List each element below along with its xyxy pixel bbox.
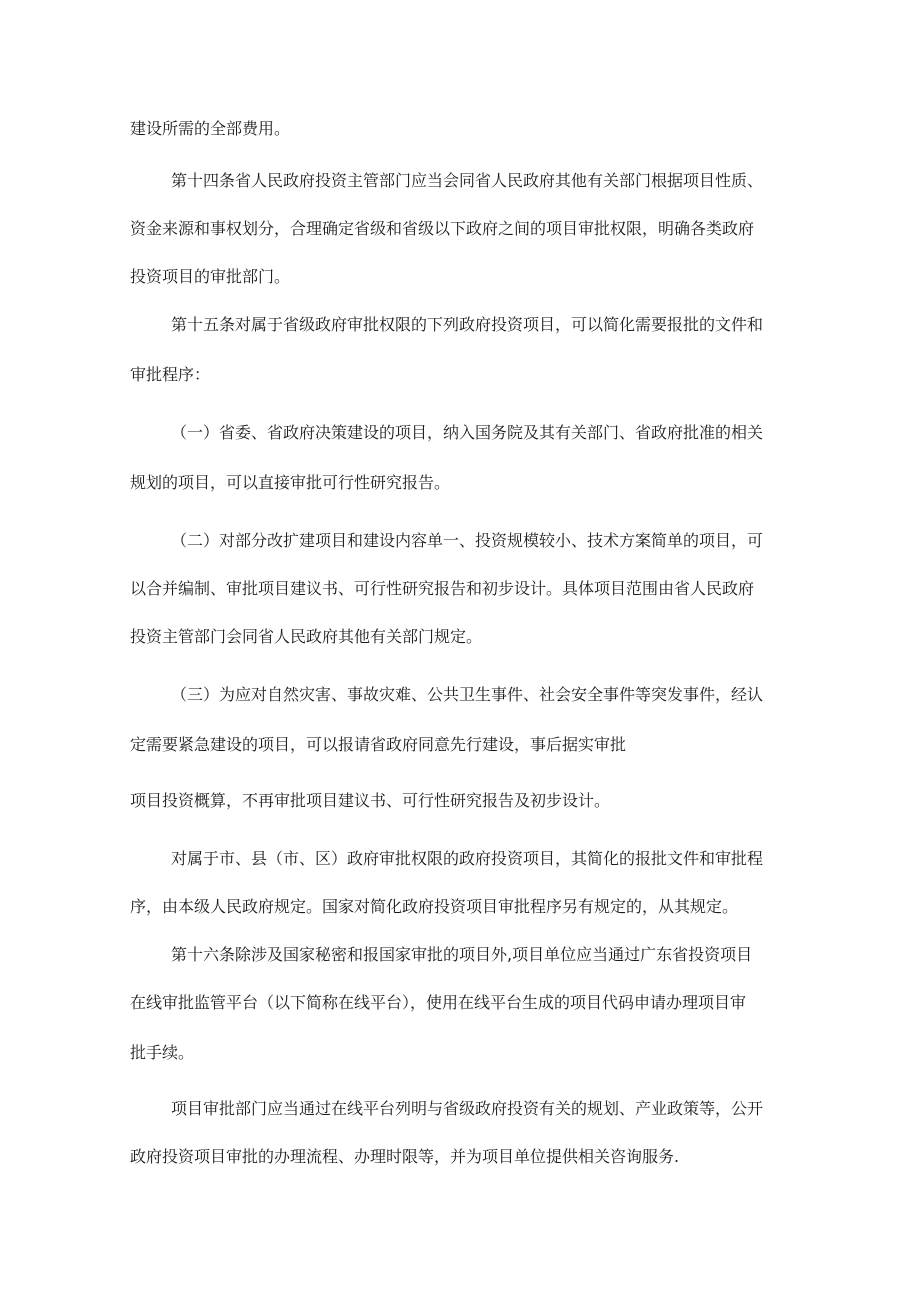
paragraph-line: 对属于市、县（市、区）政府审批权限的政府投资项目，其简化的报批文件和审批程 <box>171 849 764 868</box>
article-15-line: 第十五条对属于省级政府审批权限的下列政府投资项目，可以简化需要报批的文件和 <box>171 315 764 334</box>
text-line: 序，由本级人民政府规定。国家对简化政府投资项目审批程序另有规定的，从其规定。 <box>130 897 739 916</box>
text-line: 审批程序： <box>130 365 211 384</box>
item-1-line: （一）省委、省政府决策建设的项目，纳入国务院及其有关部门、省政府批准的相关 <box>171 423 764 442</box>
paragraph-line: 项目审批部门应当通过在线平台列明与省级政府投资有关的规划、产业政策等，公开 <box>171 1099 764 1118</box>
text-line: 以合并编制、审批项目建议书、可行性研究报告和初步设计。具体项目范围由省人民政府 <box>130 579 755 598</box>
text-line: 批手续。 <box>130 1043 195 1062</box>
text-line: 政府投资项目审批的办理流程、办理时限等，并为项目单位提供相关咨询服务. <box>130 1147 680 1166</box>
text-line: 在线审批监管平台（以下简称在线平台），使用在线平台生成的项目代码申请办理项目审 <box>130 993 747 1012</box>
text-line: 项目投资概算，不再审批项目建议书、可行性研究报告及初步设计。 <box>130 791 611 810</box>
item-2-line: （二）对部分改扩建项目和建设内容单一、投资规模较小、技术方案简单的项目，可 <box>171 531 764 550</box>
text-line: 投资主管部门会同省人民政府其他有关部门规定。 <box>130 627 483 646</box>
text-line: 规划的项目，可以直接审批可行性研究报告。 <box>130 473 451 492</box>
article-14-line: 第十四条省人民政府投资主管部门应当会同省人民政府其他有关部门根据项目性质、 <box>171 171 764 190</box>
text-line: 投资项目的审批部门。 <box>130 267 291 286</box>
text-line: 资金来源和事权划分，合理确定省级和省级以下政府之间的项目审批权限，明确各类政府 <box>130 219 755 238</box>
item-3-line: （三）为应对自然灾害、事故灾难、公共卫生事件、社会安全事件等突发事件，经认 <box>171 685 764 704</box>
article-16-line: 第十六条除涉及国家秘密和报国家审批的项目外,项目单位应当通过广东省投资项目 <box>171 945 753 964</box>
text-line: 定需要紧急建设的项目，可以报请省政府同意先行建设，事后据实审批 <box>130 735 627 754</box>
text-line: 建设所需的全部费用。 <box>130 119 291 138</box>
